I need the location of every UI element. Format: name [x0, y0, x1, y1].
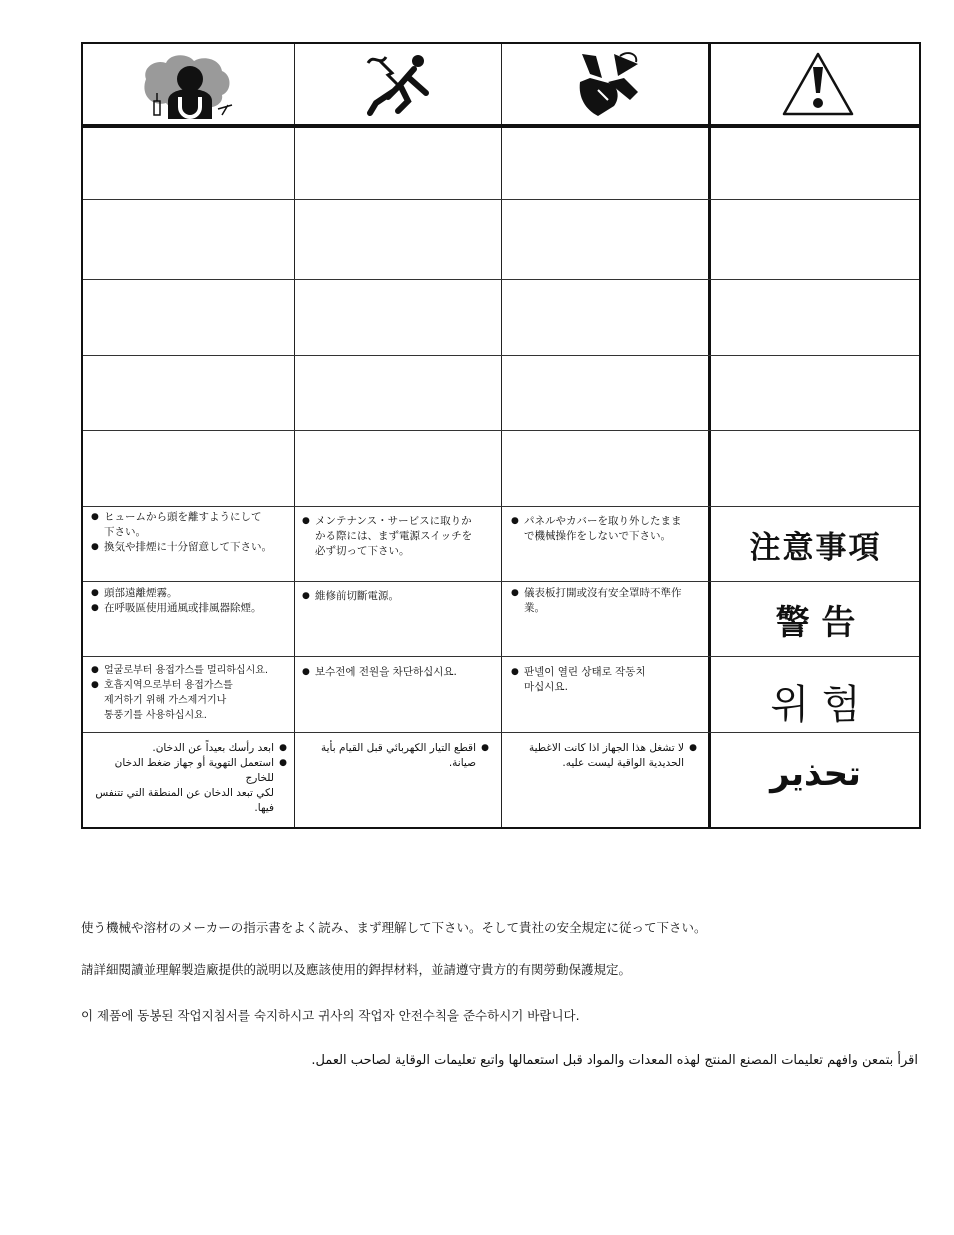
- list-item: ● 보수전에 전원을 차단하십시요.: [302, 665, 494, 680]
- list-item: ● ヒュームから頭を離すようにして 下さい。: [91, 510, 287, 540]
- list-item: ● ابعد رأسك بعيداً عن الدخان.: [87, 741, 287, 756]
- column-divider: [294, 44, 295, 827]
- list-item: ● استعمل التهوية أو جهاز ضغط الدخان للخارج لكي تبعد الدخان عن المنطقة التي تتنفس فيها.: [87, 756, 287, 816]
- japanese-fumes-text: [91, 510, 291, 555]
- list-item: ● 儀表板打開或沒有安全罩時不準作 業。: [511, 586, 701, 616]
- chinese-electric-text: [302, 589, 498, 604]
- header-divider: [83, 124, 919, 128]
- signal-word-chinese: 警 告: [775, 602, 856, 643]
- row-divider: [83, 656, 919, 657]
- list-item: ● 頭部遠離煙霧。: [91, 586, 287, 601]
- list-item: ● لا تشغل هذا الجهاز اذا كانت الاغطية الحديدية الواقية ليست عليه.: [505, 741, 697, 771]
- column-divider: [501, 44, 502, 827]
- list-item: ● 換気や排煙に十分留意して下さい。: [91, 540, 287, 555]
- footer-instruction-arabic: اقرأ بتمعن وافهم تعليمات المصنع المنتج لهذه المعدات والمواد قبل استعمالها واتبع تعليمات الوقاية لصاحب العمل.: [311, 1053, 918, 1068]
- list-item: ● 얼굴로부터 용접가스를 멀리하십시요.: [91, 663, 294, 678]
- footer-instruction-japanese: 使う機械や溶材のメーカーの指示書をよく読み、まず理解して下さい。そして貴社の安全規定に従って下さい。: [81, 920, 707, 935]
- signal-word-japanese: 注意事項: [749, 529, 882, 566]
- arabic-electric-text: [297, 741, 493, 771]
- fume-hazard-icon: [123, 48, 263, 120]
- japanese-electric-text: [302, 514, 498, 559]
- chinese-moving-parts-text: [511, 586, 705, 616]
- list-item: ● メンテナンス・サービスに取りか かる際には、まず電源スイッチを 必ず切って下さい。: [302, 514, 494, 559]
- list-item: ● 판넬이 열린 상태로 작동치 마십시요.: [511, 665, 701, 695]
- row-divider: [83, 430, 919, 431]
- list-item: ● 維修前切斷電源。: [302, 589, 494, 604]
- arabic-moving-parts-text: [505, 741, 701, 771]
- row-divider: [83, 355, 919, 356]
- korean-fumes-text: [91, 663, 294, 723]
- footer-instruction-korean: 이 제품에 동봉된 작업지침서를 숙지하시고 귀사의 작업자 안전수칙을 준수하시기 바랍니다.: [81, 1008, 580, 1023]
- list-item: ● 在呼吸區使用通風或排風器除煙。: [91, 601, 287, 616]
- footer-instruction-chinese: 請詳細閱讀並理解製造廠提供的説明以及應該使用的銲捍材料，並請遵守貴方的有関勞動保護規定。: [81, 962, 632, 977]
- warning-triangle-icon: [763, 48, 873, 120]
- signal-word-arabic: تحذير: [770, 754, 861, 794]
- list-item: ● パネルやカバーを取り外したまま で機械操作をしないで下さい。: [511, 514, 701, 544]
- korean-electric-text: [302, 665, 498, 680]
- warning-table: [81, 42, 921, 829]
- electric-shock-icon: [333, 48, 463, 120]
- japanese-moving-parts-text: [511, 514, 705, 544]
- row-divider: [83, 199, 919, 200]
- korean-moving-parts-text: [511, 665, 705, 695]
- list-item: ● اقطع التيار الكهربائي قبل القيام بأية صيانة.: [297, 741, 489, 771]
- column-divider: [708, 44, 711, 827]
- arabic-fumes-text: [87, 741, 291, 816]
- row-divider: [83, 279, 919, 280]
- chinese-fumes-text: [91, 586, 291, 616]
- moving-parts-hazard-icon: [543, 48, 673, 120]
- signal-word-korean: 위 험: [770, 681, 861, 728]
- list-item: ● 호흡지역으로부터 용접가스를 제거하기 위해 가스제거기나 통풍기를 사용하십시요.: [91, 678, 294, 723]
